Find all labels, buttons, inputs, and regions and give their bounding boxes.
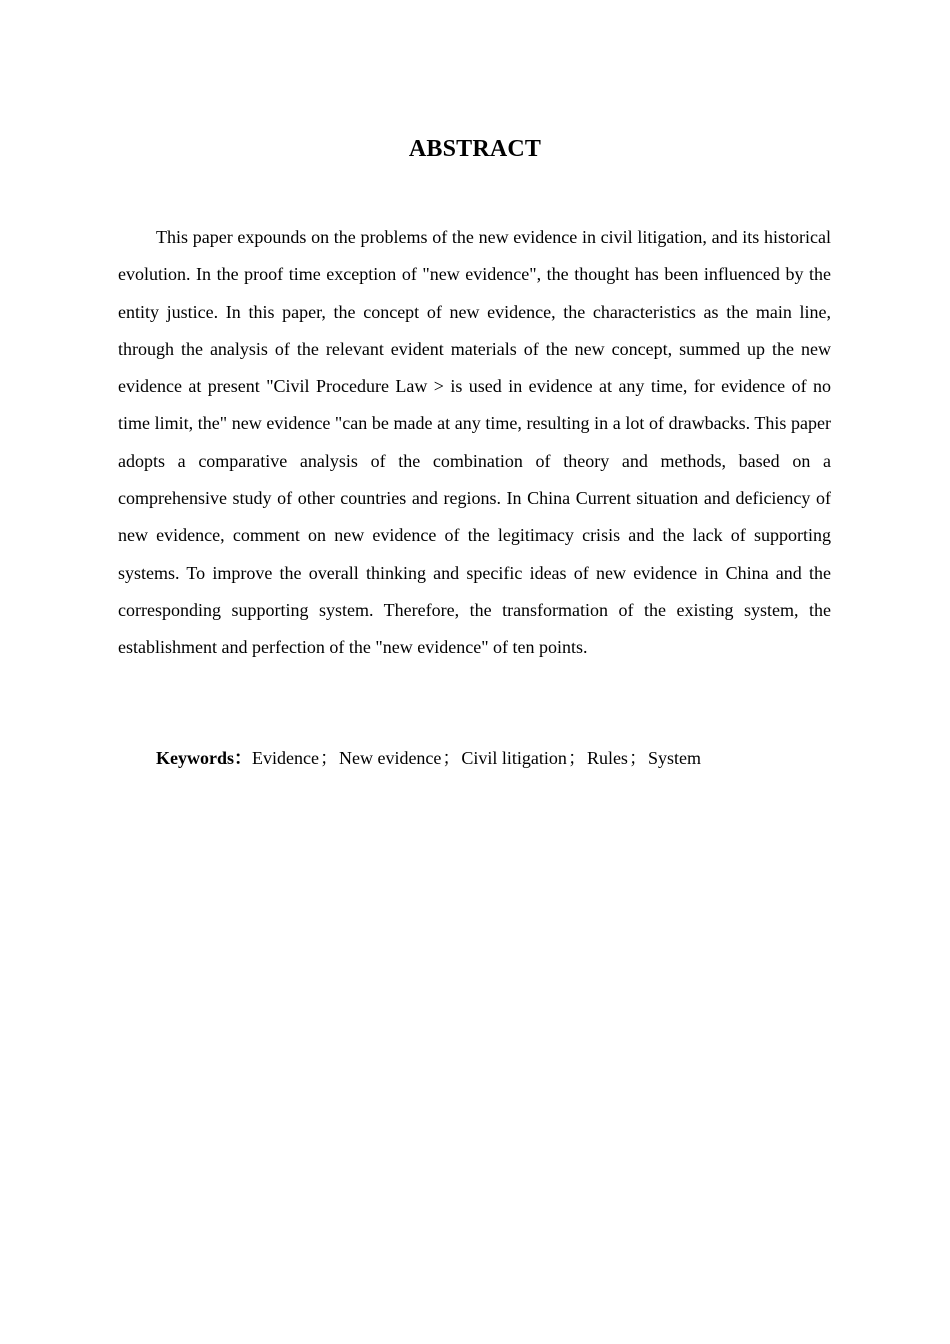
abstract-paragraph: This paper expounds on the problems of the new evidence in civil litigation, and its historical evolution. In the proof time exception of "new evidence", the thought has been influenced by the entity justice. In this paper, the concept of new evidence, the characteristics as the main line, through the analysis of the relevant evident materials of the new concept, summed up the new evidence at present "Civil Procedure Law > is used in evidence at any time, for evidence of no time limit, the" new evidence "can be made at any time, resulting in a lot of drawbacks. This paper adopts a comparative analysis of the combination of theory and methods, based on a comprehensive study of other countries and regions. In China Current situation and deficiency of new evidence, comment on new evidence of the legitimacy crisis and the lack of supporting systems. To improve the overall thinking and specific ideas of new evidence in China and the corresponding supporting system. Therefore, the transformation of the existing system, the establishment and perfection of the "new evidence" of ten points. <box>118 227 831 658</box>
keyword-separator: ； <box>442 748 461 768</box>
keyword-item: New evidence <box>338 748 442 768</box>
keyword-item: Evidence <box>252 748 319 768</box>
keyword-separator: ； <box>319 748 338 768</box>
keyword-separator: ； <box>567 748 586 768</box>
abstract-title: ABSTRACT <box>408 136 542 162</box>
keyword-item: System <box>647 748 701 768</box>
keywords-line <box>156 740 831 776</box>
keyword-separator: ； <box>628 748 647 768</box>
keyword-item: Rules <box>586 748 628 768</box>
keywords-label: Keywords： <box>156 748 252 768</box>
keyword-item: Civil litigation <box>461 748 567 768</box>
